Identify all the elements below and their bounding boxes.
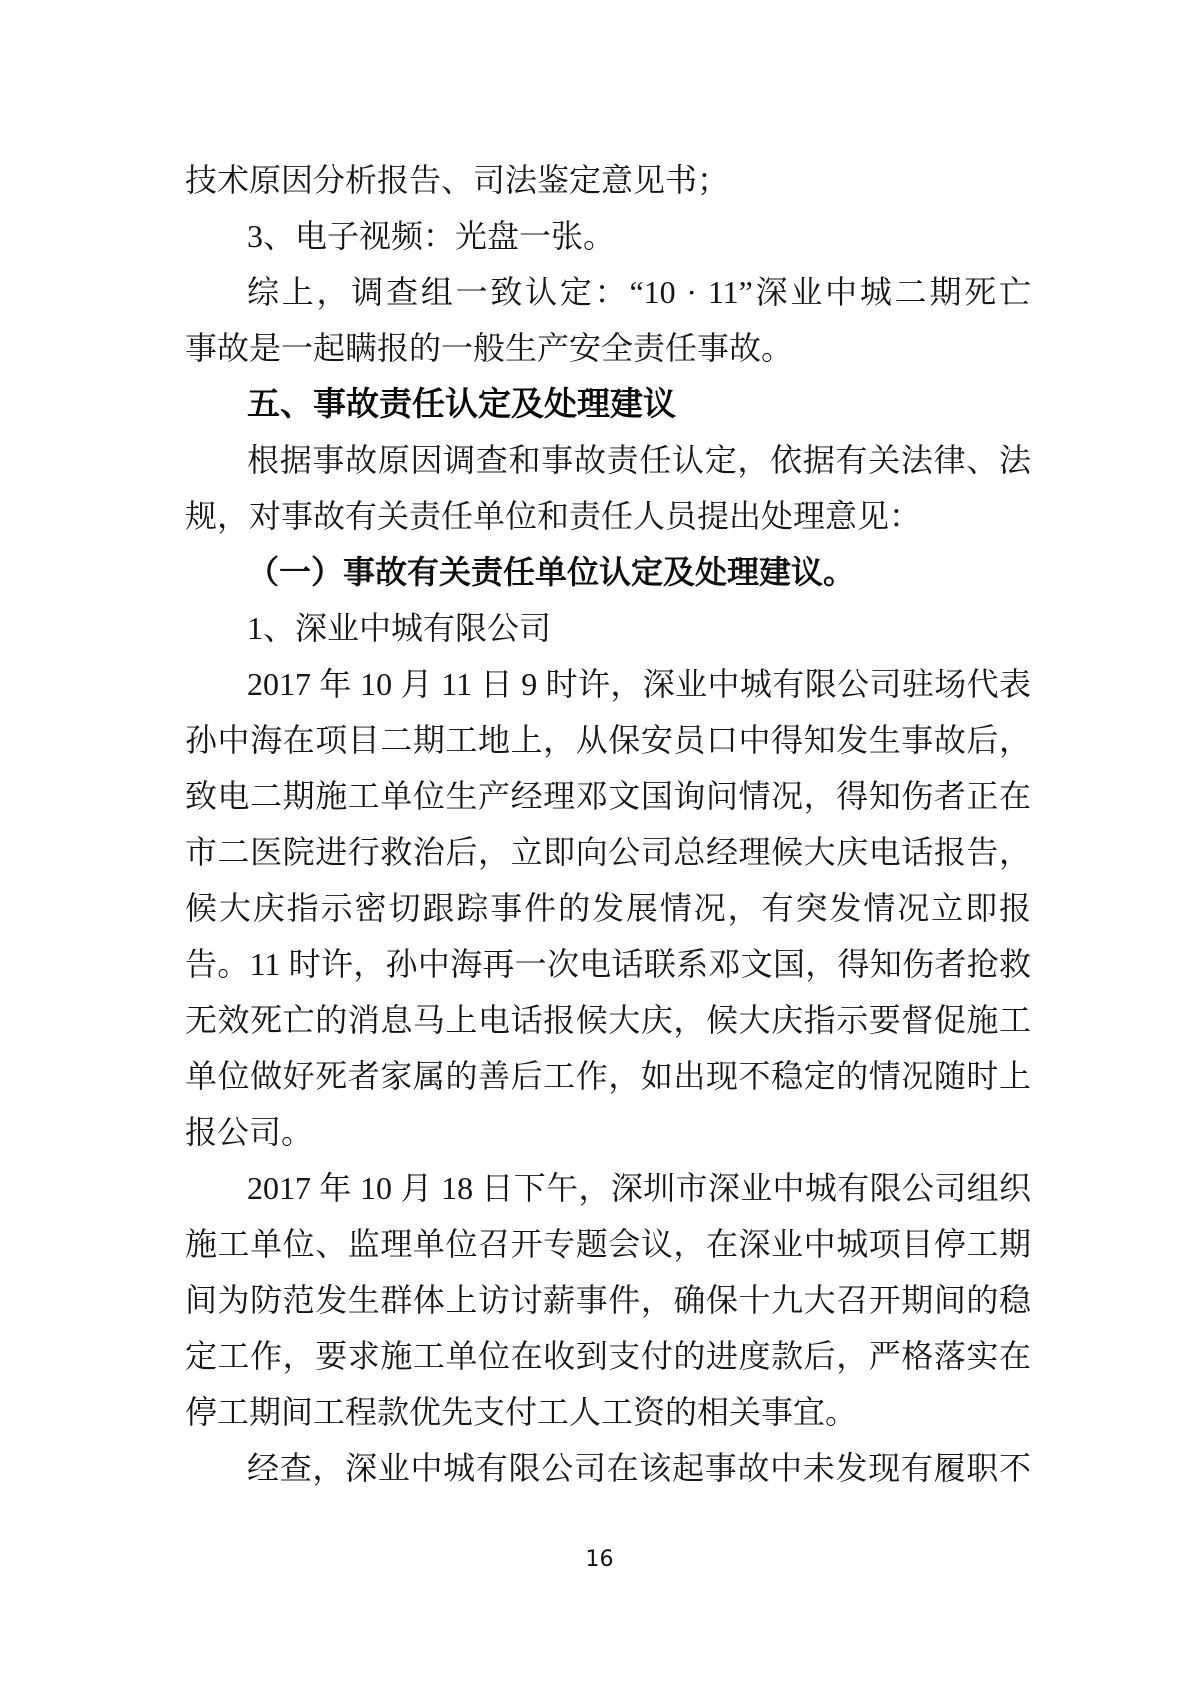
document-line: 候大庆指示密切跟踪事件的发展情况，有突发情况立即报	[185, 890, 1031, 926]
section-heading: 五、事故责任认定及处理建议	[247, 385, 676, 422]
document-line: 3、电子视频：光盘一张。	[247, 218, 616, 254]
document-line: 事故是一起瞒报的一般生产安全责任事故。	[185, 330, 794, 366]
document-line: 单位做好死者家属的善后工作，如出现不稳定的情况随时上	[185, 1058, 1031, 1094]
document-line: 技术原因分析报告、司法鉴定意见书；	[185, 162, 730, 198]
document-line: 综上，调查组一致认定：“10 · 11”深业中城二期死亡	[247, 274, 1031, 310]
document-line: 规，对事故有关责任单位和责任人员提出处理意见：	[185, 498, 922, 534]
document-line: 定工作，要求施工单位在收到支付的进度款后，严格落实在	[185, 1338, 1031, 1374]
document-line: 无效死亡的消息马上电话报候大庆，候大庆指示要督促施工	[185, 1002, 1031, 1038]
document-line: 2017 年 10 月 11 日 9 时许，深业中城有限公司驻场代表	[247, 666, 1031, 702]
document-line: 告。11 时许，孙中海再一次电话联系邓文国，得知伤者抢救	[185, 946, 1031, 982]
document-line: 报公司。	[185, 1114, 314, 1150]
document-line: 2017 年 10 月 18 日下午，深圳市深业中城有限公司组织	[247, 1170, 1031, 1206]
document-line: 1、深业中城有限公司	[247, 610, 552, 646]
document-line: 孙中海在项目二期工地上，从保安员口中得知发生事故后，	[185, 722, 1031, 758]
section-heading: （一）事故有关责任单位认定及处理建议。	[247, 554, 856, 590]
document-line: 间为防范发生群体上访讨薪事件，确保十九大召开期间的稳	[185, 1282, 1031, 1318]
document-line: 市二医院进行救治后，立即向公司总经理候大庆电话报告，	[185, 834, 1031, 870]
document-line: 根据事故原因调查和事故责任认定，依据有关法律、法	[247, 442, 1031, 478]
document-line: 经查，深业中城有限公司在该起事故中未发现有履职不	[247, 1450, 1031, 1486]
document-line: 致电二期施工单位生产经理邓文国询问情况，得知伤者正在	[185, 778, 1031, 814]
document-body	[185, 152, 1031, 1496]
page-number: 16	[585, 1547, 614, 1572]
document-line: 停工期间工程款优先支付工人工资的相关事宜。	[185, 1394, 858, 1430]
document-line: 施工单位、监理单位召开专题会议，在深业中城项目停工期	[185, 1226, 1031, 1262]
